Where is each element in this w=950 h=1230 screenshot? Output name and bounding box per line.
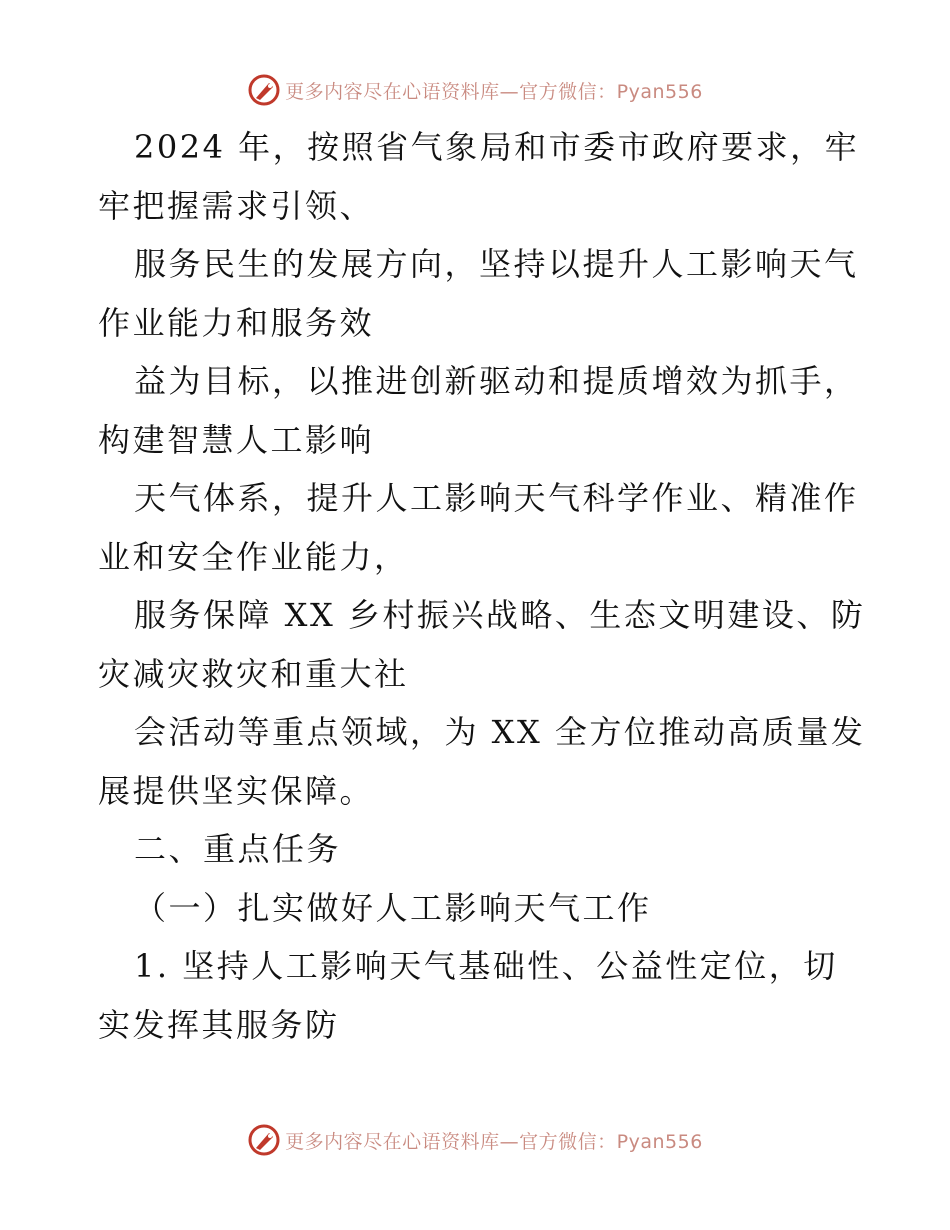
- pen-nib-logo-icon: [247, 73, 281, 107]
- section-heading: 二、重点任务: [134, 830, 342, 868]
- paragraph-line: 天气体系，提升人工影响天气科学作业、精准作: [134, 479, 859, 517]
- document-body: [98, 118, 866, 1054]
- pen-nib-logo-icon: [247, 1123, 281, 1157]
- paragraph-line: 灾减灾救灾和重大社: [98, 654, 409, 693]
- paragraph-line: 展提供坚实保障。: [98, 771, 375, 810]
- paragraph-line: 服务保障 XX 乡村振兴战略、生态文明建设、防: [134, 596, 866, 634]
- paragraph-line: 2024 年，按照省气象局和市委市政府要求，牢: [134, 128, 860, 166]
- watermark-footer: [0, 1120, 950, 1160]
- paragraph-line: 作业能力和服务效: [98, 303, 375, 342]
- watermark-header: [0, 70, 950, 110]
- paragraph-line: 1. 坚持人工影响天气基础性、公益性定位，切: [134, 947, 838, 985]
- subsection-heading: （一）扎实做好人工影响天气工作: [134, 888, 652, 927]
- paragraph-line: 业和安全作业能力，: [98, 537, 409, 576]
- paragraph-line: 益为目标，以推进创新驱动和提质增效为抓手，: [134, 362, 859, 400]
- paragraph-line: 构建智慧人工影响: [98, 420, 375, 459]
- paragraph-line: 实发挥其服务防: [98, 1005, 340, 1044]
- watermark-text: 更多内容尽在心语资料库—官方微信：Pyan556: [285, 1130, 703, 1153]
- paragraph-line: 会活动等重点领域，为 XX 全方位推动高质量发: [134, 713, 866, 751]
- watermark-text: 更多内容尽在心语资料库—官方微信：Pyan556: [285, 80, 703, 103]
- paragraph-line: 服务民生的发展方向，坚持以提升人工影响天气: [134, 245, 859, 283]
- paragraph-line: 牢把握需求引领、: [98, 186, 375, 225]
